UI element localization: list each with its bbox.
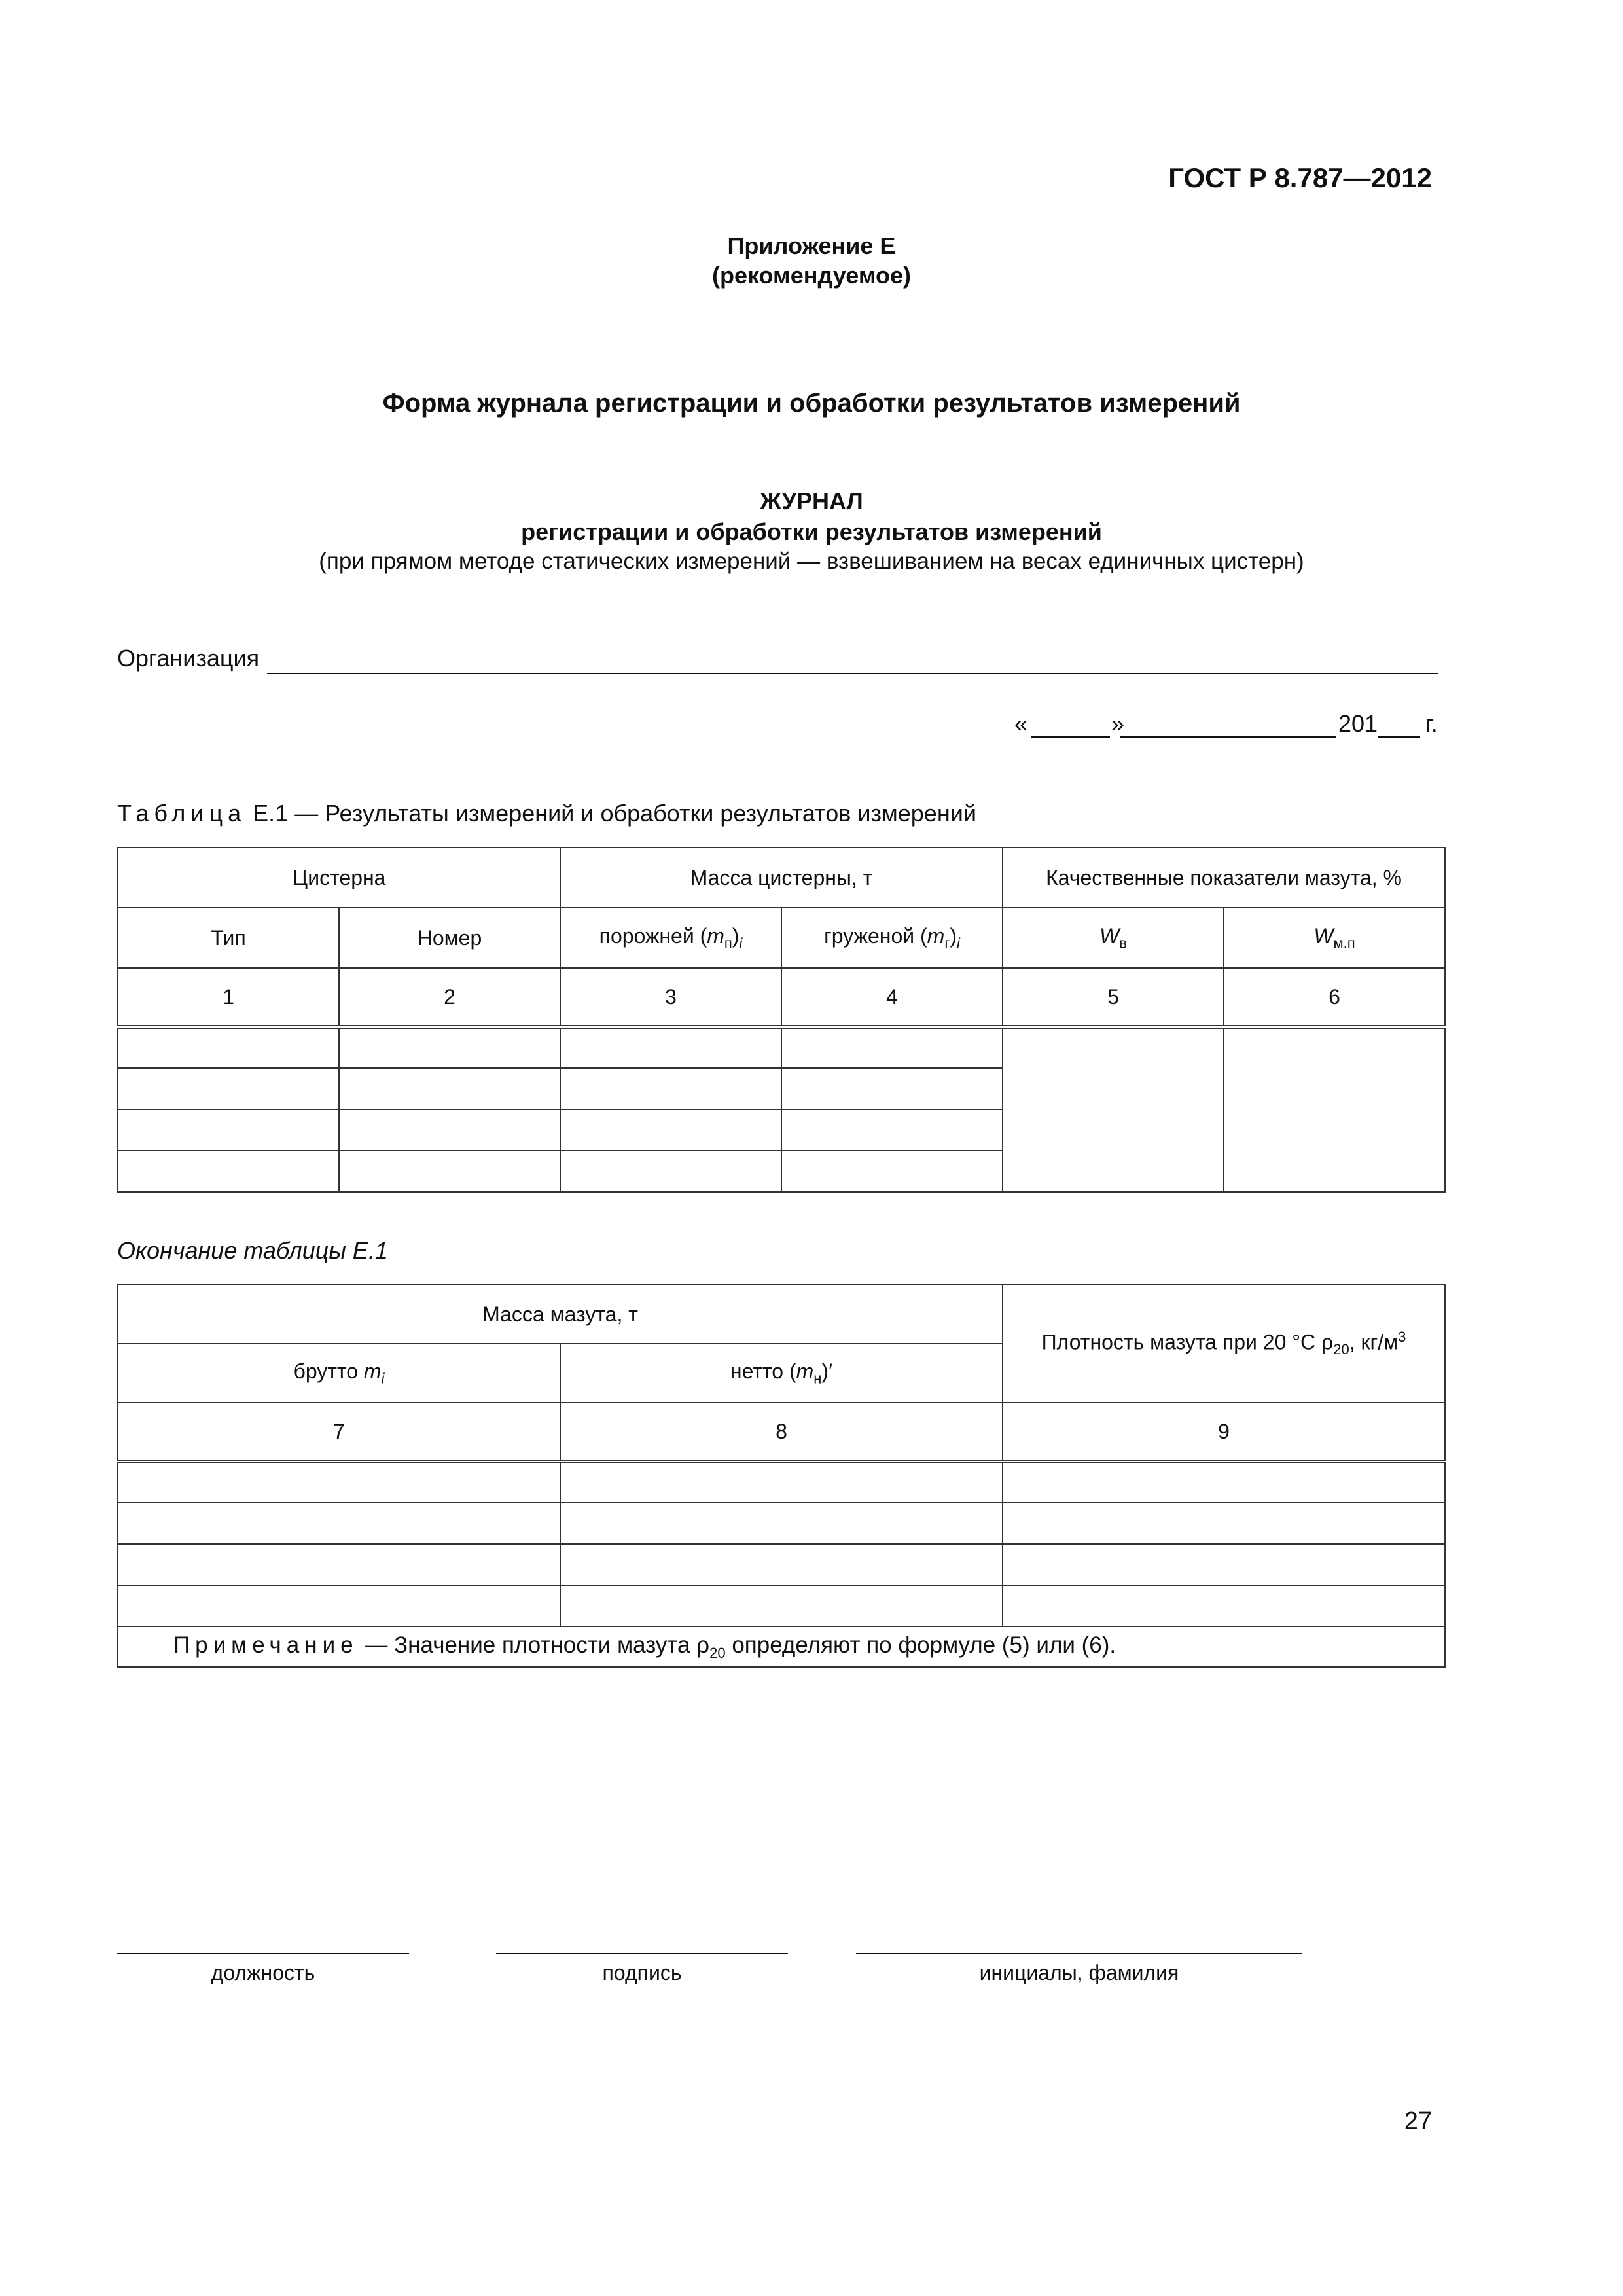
table-row — [118, 1503, 1445, 1544]
cell-impurities[interactable] — [1224, 1027, 1445, 1192]
cell-type[interactable] — [118, 1151, 339, 1192]
column-number: 2 — [339, 968, 560, 1027]
cell-loaded-mass[interactable] — [781, 1109, 1003, 1151]
cell-empty-mass[interactable] — [560, 1027, 781, 1068]
table-row — [118, 1585, 1445, 1626]
table-row — [118, 1544, 1445, 1585]
column-number: 7 — [118, 1403, 560, 1462]
table-row — [118, 1027, 1445, 1068]
cell-gross-mass[interactable] — [118, 1585, 560, 1626]
header-empty-mass: порожней $(m_п)_i$ — [560, 908, 781, 968]
header-type: Тип — [118, 908, 339, 968]
header-net-mass: нетто $(m_н)'$ — [560, 1344, 1003, 1403]
cell-gross-mass[interactable] — [118, 1503, 560, 1544]
column-number: 1 — [118, 968, 339, 1027]
position-field[interactable] — [117, 1953, 409, 1954]
cell-net-mass[interactable] — [560, 1585, 1003, 1626]
date-close-quote: » — [1111, 710, 1125, 737]
header-number: Номер — [339, 908, 560, 968]
header-quality: Качественные показатели мазута, % — [1003, 848, 1445, 908]
header-impurities: $W_{м.п}$ — [1224, 908, 1445, 968]
fuel-mass-table — [117, 1284, 1446, 1668]
annex-type: (рекомендуемое) — [712, 262, 911, 289]
header-water-content: $W_в$ — [1003, 908, 1224, 968]
cell-density[interactable] — [1003, 1585, 1445, 1626]
column-number: 4 — [781, 968, 1003, 1027]
column-number: 9 — [1003, 1403, 1445, 1462]
cell-type[interactable] — [118, 1109, 339, 1151]
cell-density[interactable] — [1003, 1462, 1445, 1503]
header-tank-mass: Масса цистерны, т — [560, 848, 1003, 908]
cell-loaded-mass[interactable] — [781, 1027, 1003, 1068]
column-number: 8 — [560, 1403, 1003, 1462]
table1-caption-text: Е.1 — Результаты измерений и обработки результатов измерений — [253, 800, 976, 827]
header-gross-mass: брутто $m_i$ — [118, 1344, 560, 1403]
annex-title: Приложение Е — [727, 232, 896, 259]
column-number: 6 — [1224, 968, 1445, 1027]
journal-title: ЖУРНАЛ — [760, 488, 863, 514]
journal-subtitle: регистрации и обработки результатов измерений — [521, 518, 1102, 545]
organization-field[interactable] — [267, 673, 1438, 674]
cell-net-mass[interactable] — [560, 1462, 1003, 1503]
cell-water-content[interactable] — [1003, 1027, 1224, 1192]
header-fuel-mass: Масса мазута, т — [118, 1285, 1003, 1344]
table1-caption-word: Таблица — [117, 800, 247, 827]
cell-gross-mass[interactable] — [118, 1462, 560, 1503]
journal-method: (при прямом методе статических измерений — взвешиванием на весах единичных цистерн) — [319, 548, 1304, 574]
measurement-results-table — [117, 847, 1446, 1193]
cell-number[interactable] — [339, 1109, 560, 1151]
cell-density[interactable] — [1003, 1544, 1445, 1585]
table-note: Примечание — Значение плотности мазута $\rho_{20}$ определяют по формуле (5) или (6). — [118, 1626, 1445, 1667]
date-year-suffix: г. — [1425, 710, 1438, 737]
cell-loaded-mass[interactable] — [781, 1151, 1003, 1192]
cell-type[interactable] — [118, 1027, 339, 1068]
column-number: 5 — [1003, 968, 1224, 1027]
header-loaded-mass: груженой $(m_г)_i$ — [781, 908, 1003, 968]
table1-continuation-caption: Окончание таблицы Е.1 — [117, 1237, 388, 1264]
cell-empty-mass[interactable] — [560, 1109, 781, 1151]
name-label: инициалы, фамилия — [979, 1961, 1179, 1984]
column-number: 3 — [560, 968, 781, 1027]
form-title: Форма журнала регистрации и обработки результатов измерений — [382, 389, 1241, 418]
date-month-field[interactable] — [1120, 736, 1336, 738]
date-day-field[interactable] — [1031, 736, 1110, 738]
header-tank: Цистерна — [118, 848, 560, 908]
signature-field[interactable] — [496, 1953, 788, 1954]
organization-label: Организация — [117, 645, 260, 672]
cell-loaded-mass[interactable] — [781, 1068, 1003, 1109]
position-label: должность — [211, 1961, 315, 1984]
date-year-field[interactable] — [1378, 736, 1420, 738]
cell-number[interactable] — [339, 1068, 560, 1109]
cell-gross-mass[interactable] — [118, 1544, 560, 1585]
page-number: 27 — [1404, 2108, 1432, 2135]
date-year-prefix: 201 — [1338, 710, 1378, 737]
table1-caption — [117, 800, 976, 827]
cell-empty-mass[interactable] — [560, 1151, 781, 1192]
header-density: Плотность мазута при 20 °С $\rho_{20}$, $кг/м^3$ — [1003, 1285, 1445, 1403]
cell-type[interactable] — [118, 1068, 339, 1109]
note-word: Примечание — [173, 1632, 359, 1658]
signature-label: подпись — [602, 1961, 682, 1984]
cell-net-mass[interactable] — [560, 1503, 1003, 1544]
cell-density[interactable] — [1003, 1503, 1445, 1544]
date-open-quote: « — [1014, 710, 1028, 737]
name-field[interactable] — [856, 1953, 1302, 1954]
cell-empty-mass[interactable] — [560, 1068, 781, 1109]
cell-number[interactable] — [339, 1027, 560, 1068]
table-row — [118, 1462, 1445, 1503]
cell-net-mass[interactable] — [560, 1544, 1003, 1585]
cell-number[interactable] — [339, 1151, 560, 1192]
standard-id: ГОСТ Р 8.787—2012 — [1168, 162, 1432, 193]
